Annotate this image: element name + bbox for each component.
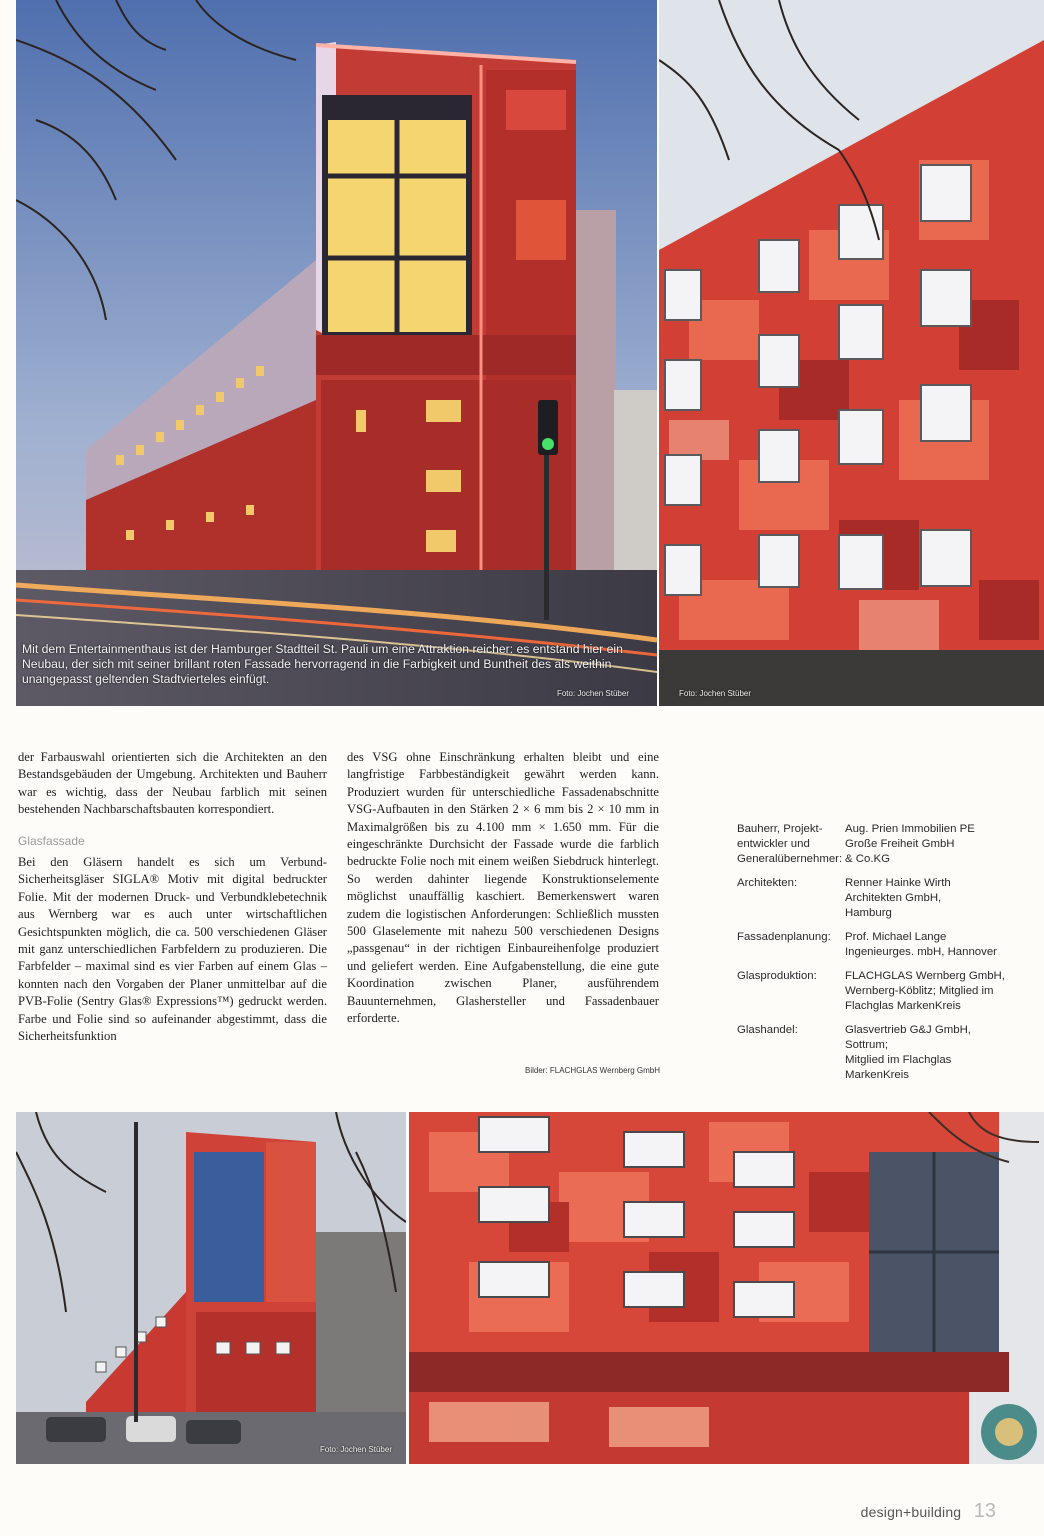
article-paragraph: des VSG ohne Einschränkung erhalten bleibt und eine langfristige Farbbeständigkeit gewährt werden kann. Produziert wurden für unterschiedliche Fassadenabschnitte VSG-Aufbauten in den Stärken 2 × 6 mm bis 2 × 10 mm in Maximalgrößen bis zu 4.100 mm × 1.650 mm. Für die eingeschränkte Durchsicht der Fassade wurde die farblich bedruckte Folie noch mit einem weißen Siebdruck hinterlegt. So werden dahinter liegende Konstruktionselemente möglichst unauffällig kaschiert. Bemerkenswert waren zudem die logistischen Anforderungen: Schließlich mussten 500 Glaselemente mit nahezu 500 verschiedenen Designs „passgenau“ in der richtigen Einbaureihenfolge produziert und geliefert werden. Eine Aufgabenstellung, die eine gute Koordination zwischen Planer, ausführendem Bauunternehmen, Glashersteller und Fassadenbauer erforderte. (347, 750, 659, 1026)
photo-caption: Mit dem Entertainmenthaus ist der Hamburger Stadtteil St. Pauli um eine Attraktion reicher: es entstand hier ein Neubau, der sich mit seiner brillant roten Fassade hervorragend in die Farbigkeit und Buntheit des als weithin unangepasst geltenden Stadtvierteles einfügt. (22, 642, 623, 686)
fact-value: Renner Hainke Wirth Architekten GmbH, Hamburg (845, 877, 951, 919)
photo-credit: Foto: Jochen Stüber (556, 689, 629, 698)
fact-row (737, 1023, 1027, 1083)
fact-value: Glasvertrieb G&J GmbH, Sottrum; Mitglied im Flachglas MarkenKreis (845, 1024, 971, 1081)
fact-row (737, 969, 1027, 1014)
building-photo-icon (16, 0, 657, 706)
photo-credit-right: Foto: Jochen Stüber (679, 689, 752, 698)
fact-label: Glashandel: (737, 1024, 798, 1036)
fact-value: FLACHGLAS Wernberg GmbH, Wernberg-Köblitz; Mitglied im Flachglas MarkenKreis (845, 970, 1005, 1012)
magazine-brand: design+building (860, 1504, 962, 1520)
fact-row (737, 822, 1027, 867)
fact-label: Bauherr, Projekt- entwickler und Generalübernehmer: (737, 823, 843, 865)
fact-row (737, 930, 1027, 960)
article-column-1 (18, 749, 327, 1046)
fact-label: Fassadenplanung: (737, 931, 831, 943)
article-paragraph: der Farbauswahl orientierten sich die Architekten an den Bestandsgebäuden der Umgebung. Architekten und Bauherr war es wichtig, dass der Neubau farblich mit seinen bestehenden Nachbarschaftsbauten korrespondiert. (18, 750, 327, 817)
article-paragraph: Bei den Gläsern handelt es sich um Verbund-Sicherheitsgläser SIGLA® Motiv mit digital bedruckter Folie. Mit der modernen Druck- und Verbundklebetechnik aus Wernberg war es auch unter wirtschaftlichen Gesichtspunkten möglich, die ca. 500 verschiedenen Gläser mit ganz unterschiedlichen Farbfeldern zu produzieren. Die Farbfelder – maximal sind es vier Farben auf einem Glas – konnten nach den Vorgaben der Planer unmittelbar auf die PVB-Folie (Sentry Glas® Expressions™) gedruckt werden. Farbe und Folie sind so aufeinander abgestimmt, dass die Sicherheitsfunktion (18, 855, 327, 1044)
page-footer (861, 1500, 996, 1523)
fact-value: Prof. Michael Lange Ingenieurges. mbH, Hannover (845, 931, 997, 958)
building-photo-icon (16, 1112, 406, 1464)
fact-value: Aug. Prien Immobilien PE Große Freiheit GmbH & Co.KG (845, 823, 975, 865)
section-subhead: Glasfassade (18, 833, 85, 848)
photo-credit-bottom: Foto: Jochen Stüber (319, 1445, 392, 1454)
fact-label: Architekten: (737, 877, 798, 889)
photo-entertainment-house-dusk (16, 0, 657, 706)
project-facts (737, 822, 1027, 1092)
building-photo-icon (409, 1112, 1044, 1464)
photo-street-view-building (16, 1112, 406, 1464)
fact-row (737, 876, 1027, 921)
page-number: 13 (973, 1500, 996, 1522)
building-photo-icon (659, 0, 1044, 706)
image-credit: Bilder: FLACHGLAS Wernberg GmbH (524, 1066, 660, 1075)
photo-facade-closeup-reflections (409, 1112, 1044, 1464)
fact-label: Glasproduktion: (737, 970, 817, 982)
photo-facade-detail-windows (659, 0, 1044, 706)
article-column-2 (347, 749, 659, 1028)
